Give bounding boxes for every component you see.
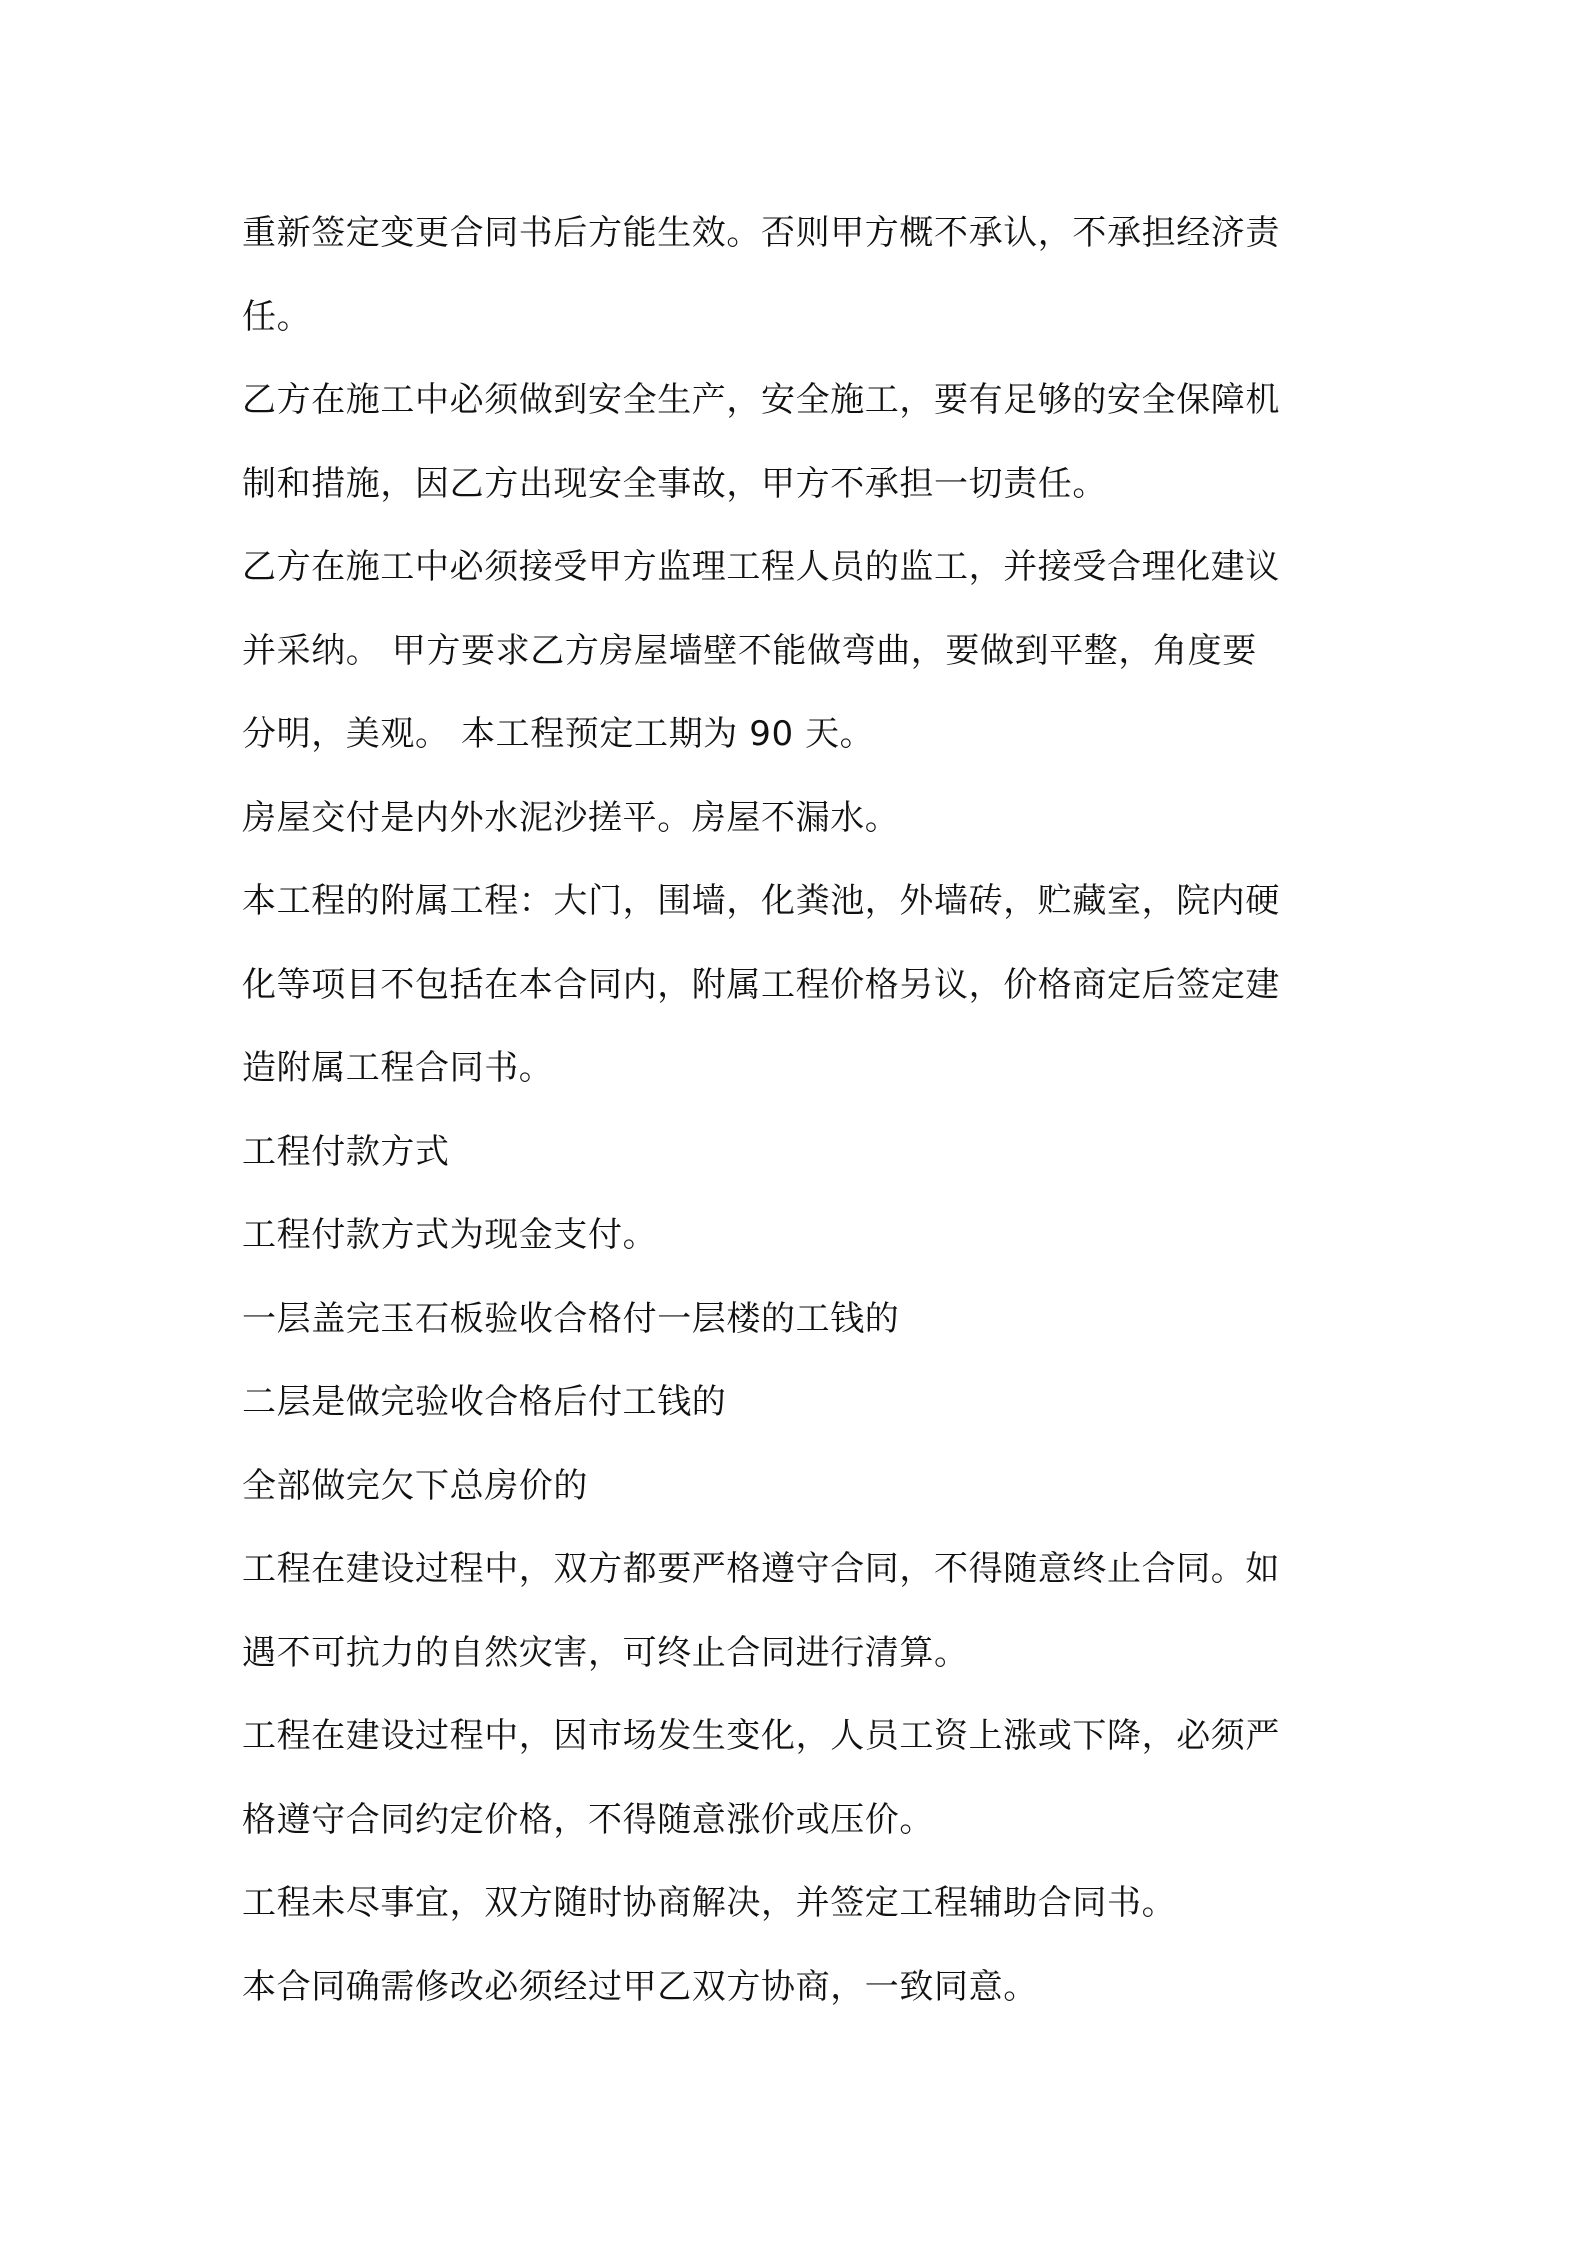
text-line: 二层是做完验收合格后付工钱的 (242, 1382, 727, 1422)
section-heading: 工程付款方式 (242, 1131, 450, 1172)
document-body (242, 192, 1362, 2029)
text-line: 乙方在施工中必须接受甲方监理工程人员的监工，并接受合理化建议 (242, 547, 1280, 587)
text-line: 乙方在施工中必须做到安全生产，安全施工，要有足够的安全保障机 (242, 380, 1280, 420)
text-line: 工程在建设过程中，因市场发生变化，人员工资上涨或下降，必须严 (242, 1716, 1280, 1756)
text-line: 工程在建设过程中，双方都要严格遵守合同，不得随意终止合同。如 (242, 1549, 1280, 1589)
text-line: 制和措施，因乙方出现安全事故，甲方不承担一切责任。 (242, 463, 1107, 504)
text-line: 格遵守合同约定价格，不得随意涨价或压价。 (242, 1799, 934, 1840)
text-line: 房屋交付是内外水泥沙搓平。房屋不漏水。 (242, 797, 900, 838)
text-line: 遇不可抗力的自然灾害，可终止合同进行清算。 (242, 1632, 969, 1673)
text-line: 化等项目不包括在本合同内，附属工程价格另议，价格商定后签定建 (242, 964, 1280, 1005)
text-line: 本合同确需修改必须经过甲乙双方协商，一致同意。 (242, 1966, 1038, 2007)
text-line: 一层盖完玉石板验收合格付一层楼的工钱的 (242, 1298, 900, 1339)
text-line: 任。 (242, 296, 312, 337)
text-line: 分明，美观。 本工程预定工期为 90 天。 (242, 714, 875, 754)
text-line: 工程付款方式为现金支付。 (242, 1215, 658, 1255)
text-line: 工程未尽事宜，双方随时协商解决，并签定工程辅助合同书。 (242, 1883, 1177, 1923)
text-line: 全部做完欠下总房价的 (242, 1465, 588, 1506)
text-line: 并采纳。 甲方要求乙方房屋墙壁不能做弯曲，要做到平整，角度要 (242, 630, 1257, 671)
text-line: 重新签定变更合同书后方能生效。否则甲方概不承认，不承担经济责 (242, 213, 1280, 253)
text-line: 造附属工程合同书。 (242, 1048, 554, 1088)
text-line: 本工程的附属工程：大门，围墙，化粪池，外墙砖，贮藏室，院内硬 (242, 881, 1280, 921)
